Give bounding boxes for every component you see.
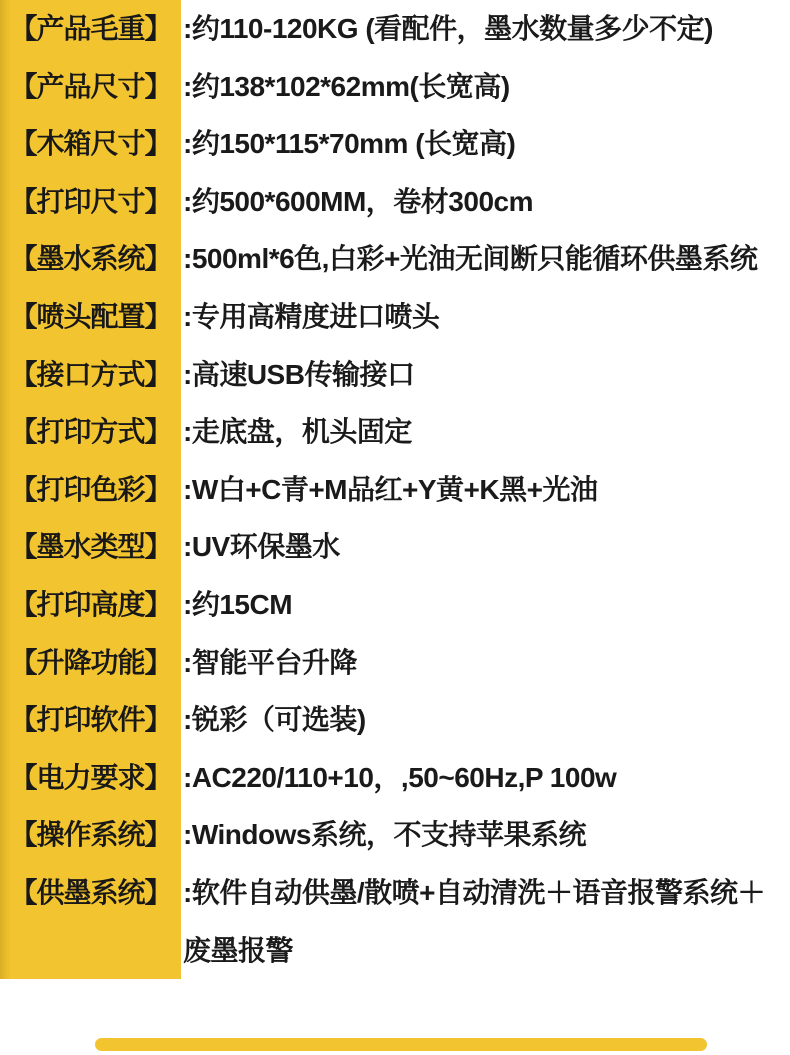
spec-label: 【墨水类型】	[0, 518, 181, 576]
spec-row	[0, 230, 790, 288]
spec-label: 【供墨系统】	[0, 864, 181, 979]
spec-label: 【打印高度】	[0, 576, 181, 634]
spec-value: :约110-120KG (看配件，墨水数量多少不定)	[183, 13, 713, 44]
spec-value: :AC220/110+10，,50~60Hz,P 100w	[183, 761, 617, 793]
spec-label: 【打印色彩】	[0, 461, 181, 519]
spec-value: :专用高精度进口喷头	[183, 300, 440, 332]
spec-value: :W白+C青+M品红+Y黄+K黑+光油	[183, 473, 598, 505]
spec-row	[0, 0, 790, 58]
spec-value: :高速USB传输接口	[183, 358, 415, 390]
spec-row	[0, 288, 790, 346]
spec-row	[0, 634, 790, 692]
section-divider-bar	[95, 1038, 707, 1051]
spec-value: :约15CM	[183, 588, 293, 620]
spec-row	[0, 864, 790, 979]
spec-label: 【打印尺寸】	[0, 173, 181, 231]
spec-row	[0, 346, 790, 404]
spec-row	[0, 806, 790, 864]
spec-label: 【打印方式】	[0, 403, 181, 461]
spec-label: 【木箱尺寸】	[0, 115, 181, 173]
spec-row	[0, 58, 790, 116]
spec-label: 【产品毛重】	[0, 0, 181, 58]
spec-label: 【产品尺寸】	[0, 58, 181, 116]
spec-label: 【打印软件】	[0, 691, 181, 749]
spec-value: :约138*102*62mm(长宽高)	[183, 70, 510, 102]
spec-value: :锐彩（可选装)	[183, 704, 366, 736]
spec-value: :约500*600MM，卷材300cm	[183, 185, 533, 217]
spec-row	[0, 115, 790, 173]
spec-value: :约150*115*70mm (长宽高)	[183, 128, 516, 160]
spec-value: :走底盘，机头固定	[183, 416, 412, 448]
spec-label: 【喷头配置】	[0, 288, 181, 346]
spec-value: :Windows系统，不支持苹果系统	[183, 819, 586, 851]
spec-row	[0, 749, 790, 807]
spec-row	[0, 518, 790, 576]
spec-label: 【操作系统】	[0, 806, 181, 864]
spec-row	[0, 461, 790, 519]
spec-row	[0, 173, 790, 231]
spec-value: :UV环保墨水	[183, 531, 340, 563]
spec-value: :智能平台升降	[183, 646, 357, 678]
spec-row	[0, 576, 790, 634]
spec-label: 【接口方式】	[0, 346, 181, 404]
spec-row	[0, 691, 790, 749]
spec-value: :500ml*6色,白彩+光油无间断只能循环供墨系统	[183, 243, 758, 275]
spec-row	[0, 403, 790, 461]
spec-value: :软件自动供墨/散喷+自动清洗＋语音报警系统＋废墨报警	[183, 876, 765, 966]
spec-label: 【电力要求】	[0, 749, 181, 807]
spec-label: 【墨水系统】	[0, 230, 181, 288]
spec-label: 【升降功能】	[0, 634, 181, 692]
